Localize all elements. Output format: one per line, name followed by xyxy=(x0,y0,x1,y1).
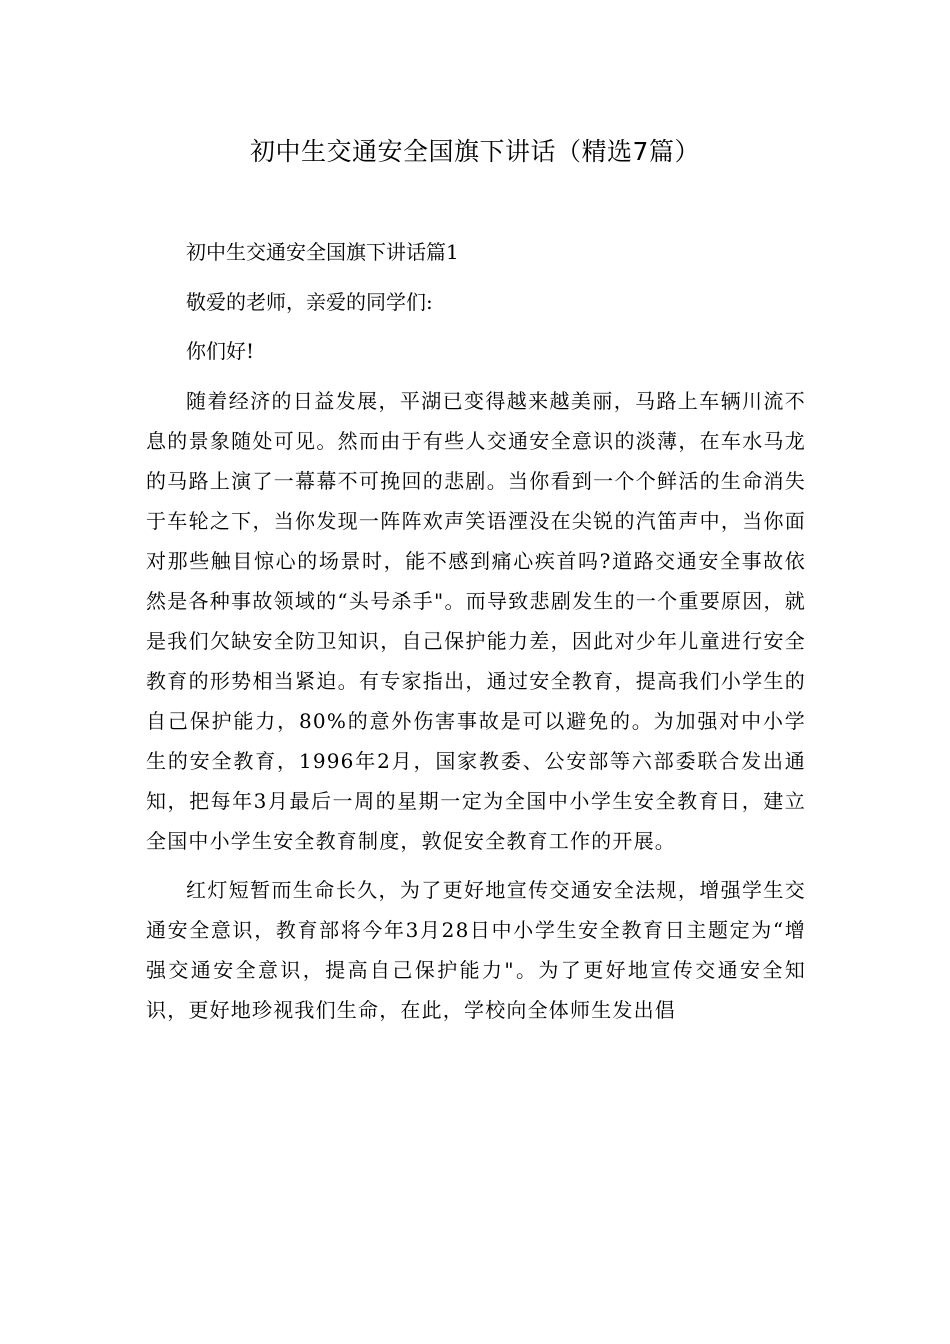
document-title: 初中生交通安全国旗下讲话（精选7篇） xyxy=(250,137,700,166)
body-paragraph: 红灯短暂而生命长久，为了更好地宣传交通安全法规，增强学生交通安全意识，教育部将今年3月28日中小学生安全教育日主题定为“增强交通安全意识，提高自己保护能力"。为了更好地宣传交通安全知识，更好地珍视我们生命，在此，学校向全体师生发出倡 xyxy=(146,878,806,1022)
salutation: 敬爱的老师，亲爱的同学们: xyxy=(186,289,433,314)
body-paragraph: 随着经济的日益发展，平湖已变得越来越美丽，马路上车辆川流不息的景象随处可见。然而由于有些人交通安全意识的淡薄，在车水马龙的马路上演了一幕幕不可挽回的悲剧。当你看到一个个鲜活的生命消失于车轮之下，当你发现一阵阵欢声笑语湮没在尖锐的汽笛声中，当你面对那些触目惊心的场景时，能不感到痛心疾首吗?道路交通安全事故依然是各种事故领域的“头号杀手"。而导致悲剧发生的一个重要原因，就是我们欠缺安全防卫知识，自己保护能力差，因此对少年儿童进行安全教育的形势相当紧迫。有专家指出，通过安全教育，提高我们小学生的自己保护能力，80%的意外伤害事故是可以避免的。为加强对中小学生的安全教育，1996年2月，国家教委、公安部等六部委联合发出通知，把每年3月最后一周的星期一定为全国中小学生安全教育日，建立全国中小学生安全教育制度，敦促安全教育工作的开展。 xyxy=(146,388,806,853)
document-body xyxy=(146,232,806,1040)
greeting: 你们好! xyxy=(186,339,255,363)
section-heading: 初中生交通安全国旗下讲话篇1 xyxy=(186,240,459,264)
